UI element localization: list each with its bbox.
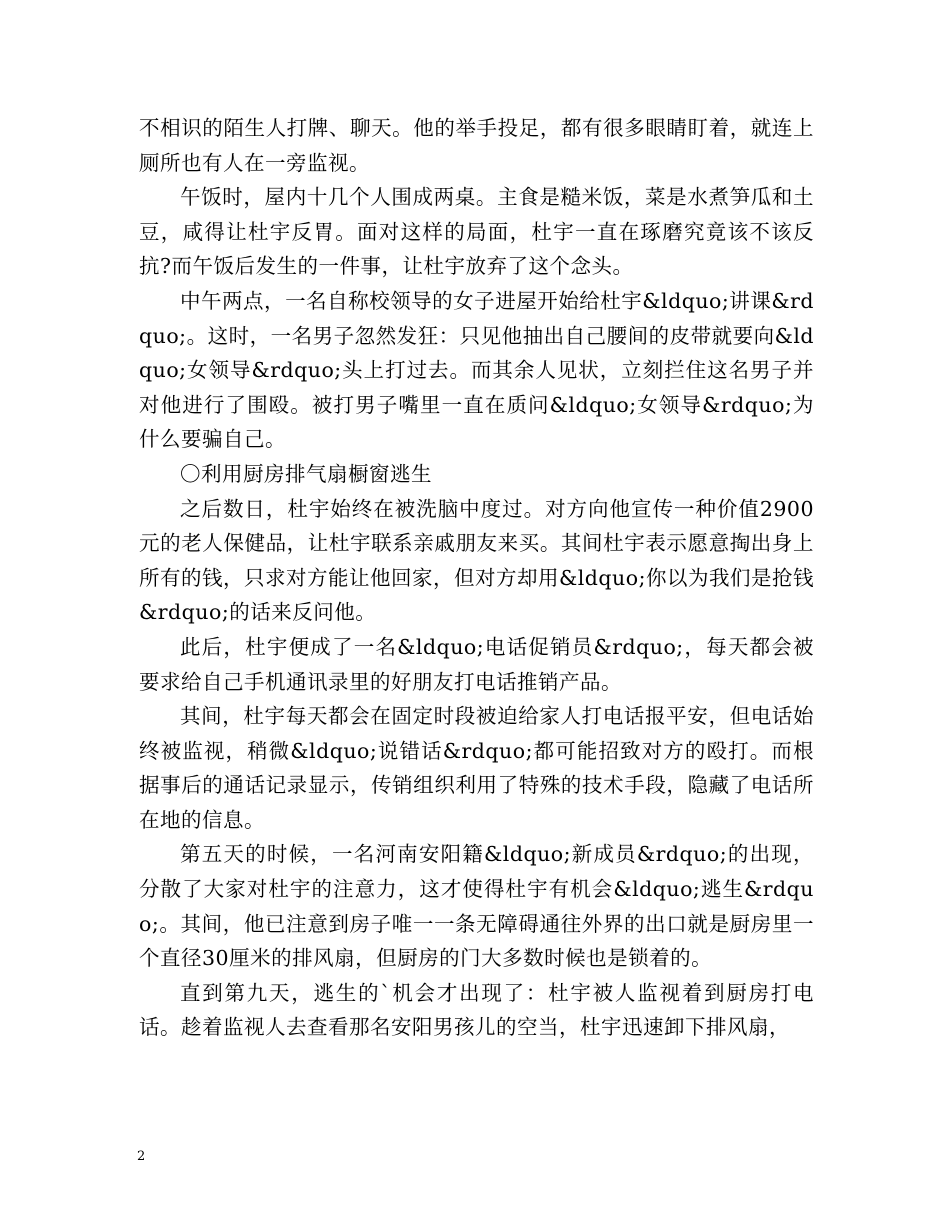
paragraph: 午饭时，屋内十几个人围成两桌。主食是糙米饭，菜是水煮笋瓜和土豆，咸得让杜宇反胃。面对这样的局面，杜宇一直在琢磨究竟该不该反抗?而午饭后发生的一件事，让杜宇放弃了这个念头。 xyxy=(139,185,814,279)
paragraph: 不相识的陌生人打牌、聊天。他的举手投足，都有很多眼睛盯着，就连上厕所也有人在一旁监视。 xyxy=(139,116,814,175)
page-number: 2 xyxy=(137,1149,146,1164)
paragraph: 之后数日，杜宇始终在被洗脑中度过。对方向他宣传一种价值2900元的老人保健品，让杜宇联系亲戚朋友来买。其间杜宇表示愿意掏出身上所有的钱，只求对方能让他回家，但对方却用&ldquo;你以为我们是抢钱&rdquo;的话来反问他。 xyxy=(139,496,814,625)
paragraph: 直到第九天，逃生的`机会才出现了：杜宇被人监视着到厨房打电话。趁着监视人去查看那名安阳男孩儿的空当，杜宇迅速卸下排风扇， xyxy=(139,980,814,1040)
body-text xyxy=(139,111,814,1045)
paragraph: 其间，杜宇每天都会在固定时段被迫给家人打电话报平安，但电话始终被监视，稍微&ldquo;说错话&rdquo;都可能招致对方的殴打。而根据事后的通话记录显示，传销组织利用了特殊的技术手段，隐藏了电话所在地的信息。 xyxy=(139,704,814,832)
paragraph: 第五天的时候，一名河南安阳籍&ldquo;新成员&rdquo;的出现，分散了大家对杜宇的注意力，这才使得杜宇有机会&ldquo;逃生&rdquo;。其间，他已注意到房子唯一一条无障碍通往外界的出口就是厨房里一个直径30厘米的排风扇，但厨房的门大多数时候也是锁着的。 xyxy=(139,842,814,971)
paragraph: 此后，杜宇便成了一名&ldquo;电话促销员&rdquo;，每天都会被要求给自己手机通讯录里的好朋友打电话推销产品。 xyxy=(139,634,814,694)
section-heading: 〇利用厨房排气扇橱窗逃生 xyxy=(180,461,432,486)
paragraph: 中午两点，一名自称校领导的女子进屋开始给杜宇&ldquo;讲课&rdquo;。这时，一名男子忽然发狂：只见他抽出自己腰间的皮带就要向&ldquo;女领导&rdquo;头上打过去。而其余人见状，立刻拦住这名男子并对他进行了围殴。被打男子嘴里一直在质问&ldquo;女领导&rdquo;为什么要骗自己。 xyxy=(139,288,814,452)
